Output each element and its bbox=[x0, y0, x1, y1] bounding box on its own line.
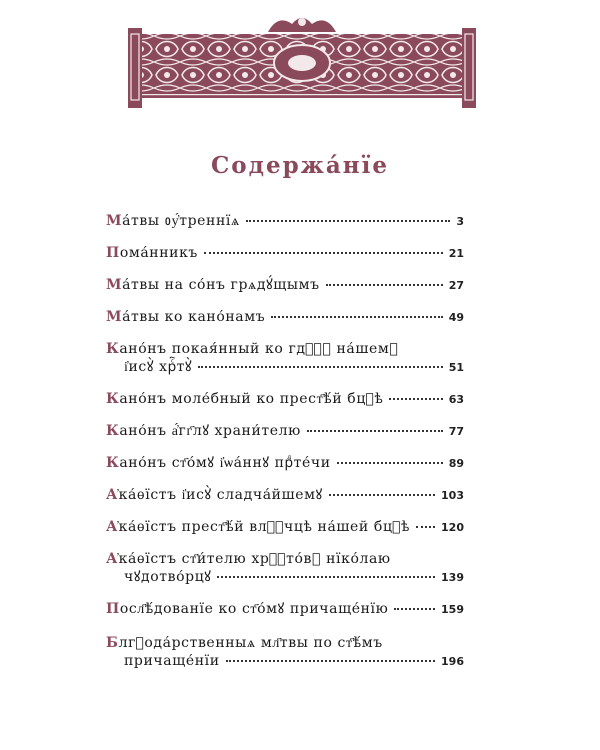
toc-page-number: 89 bbox=[448, 457, 464, 470]
toc-page-number: 27 bbox=[448, 279, 464, 292]
toc-page-number: 120 bbox=[441, 521, 464, 534]
toc-page-number: 63 bbox=[448, 393, 464, 406]
toc-entry[interactable] bbox=[106, 634, 464, 671]
toc-entry[interactable] bbox=[106, 308, 464, 327]
toc-entry[interactable] bbox=[106, 390, 464, 409]
toc-entry-title: Кано́нъ а҆́гг҃лꙋ храни́телю bbox=[106, 423, 301, 439]
toc-entry[interactable] bbox=[106, 600, 464, 619]
toc-entry[interactable] bbox=[106, 518, 464, 537]
toc-page-number: 196 bbox=[441, 655, 464, 668]
toc-entry-title: Пома́нникъ bbox=[106, 245, 198, 261]
toc-entry-title: Кано́нъ покая́нный ко гдⷭ҇ꙋ на́шемꙋ bbox=[106, 341, 399, 357]
toc-entry-title-continued: чꙋдотво́рцꙋ bbox=[124, 569, 212, 585]
ornamental-headpiece-icon bbox=[128, 10, 476, 108]
toc-page-number: 3 bbox=[456, 215, 464, 228]
toc-entry[interactable] bbox=[106, 550, 464, 587]
toc-entry-title: Ма́твы ко кано́намъ bbox=[106, 309, 266, 325]
toc-entry-title-continued: причаще́нїи bbox=[124, 653, 220, 669]
toc-entry[interactable] bbox=[106, 212, 464, 231]
toc-page-number: 139 bbox=[441, 571, 464, 584]
toc-entry-title-continued: і҆исꙋ̀ хрⷭ҇тꙋ̀ bbox=[124, 359, 193, 375]
toc-entry[interactable] bbox=[106, 244, 464, 263]
toc-page-number: 51 bbox=[448, 361, 464, 374]
toc-entry-title: А҆ка́ѳїстъ прест҃ѣ́й влⷭ҇чцѣ на́шей бцⷣѣ bbox=[106, 519, 410, 535]
toc-entry[interactable] bbox=[106, 340, 464, 377]
toc-entry[interactable] bbox=[106, 422, 464, 441]
toc-entry-title: Ма́твы ᲂу҆́треннїѧ bbox=[106, 213, 240, 229]
toc-entry-title: Кано́нъ моле́бный ко прест҃ѣ́й бцⷣѣ bbox=[106, 391, 384, 407]
toc-entry-title: А҆ка́ѳїстъ ст҃и́телю хрⷭ҇то́вꙋ нїко́лаю bbox=[106, 551, 391, 567]
toc-entry-title: Посл҃ѣ́дованїе ко ст҃о́мꙋ причаще́нїю bbox=[106, 601, 389, 617]
toc-entry[interactable] bbox=[106, 486, 464, 505]
toc-page-number: 77 bbox=[448, 425, 464, 438]
toc-entry[interactable] bbox=[106, 454, 464, 473]
toc-entry-title: Ма́твы на со́нъ грѧдꙋ́щымъ bbox=[106, 277, 320, 293]
toc-page-number: 159 bbox=[441, 603, 464, 616]
toc-entry-title: А҆ка́ѳїстъ і҆исꙋ̀ сладча́йшемꙋ bbox=[106, 487, 323, 503]
toc-entry[interactable] bbox=[106, 276, 464, 295]
toc-page-number: 21 bbox=[448, 247, 464, 260]
page-title: Содержа́нїе bbox=[210, 152, 390, 179]
toc-page-number: 103 bbox=[441, 489, 464, 502]
toc-entry-title: Кано́нъ ст҃о́мꙋ і҆ѡа́ннꙋ прⷣте́чи bbox=[106, 455, 331, 471]
toc-page-number: 49 bbox=[448, 311, 464, 324]
toc-entry-title: Блгⷣода́рственныѧ мл҃твы по ст҃ѣ́мъ bbox=[106, 635, 383, 651]
